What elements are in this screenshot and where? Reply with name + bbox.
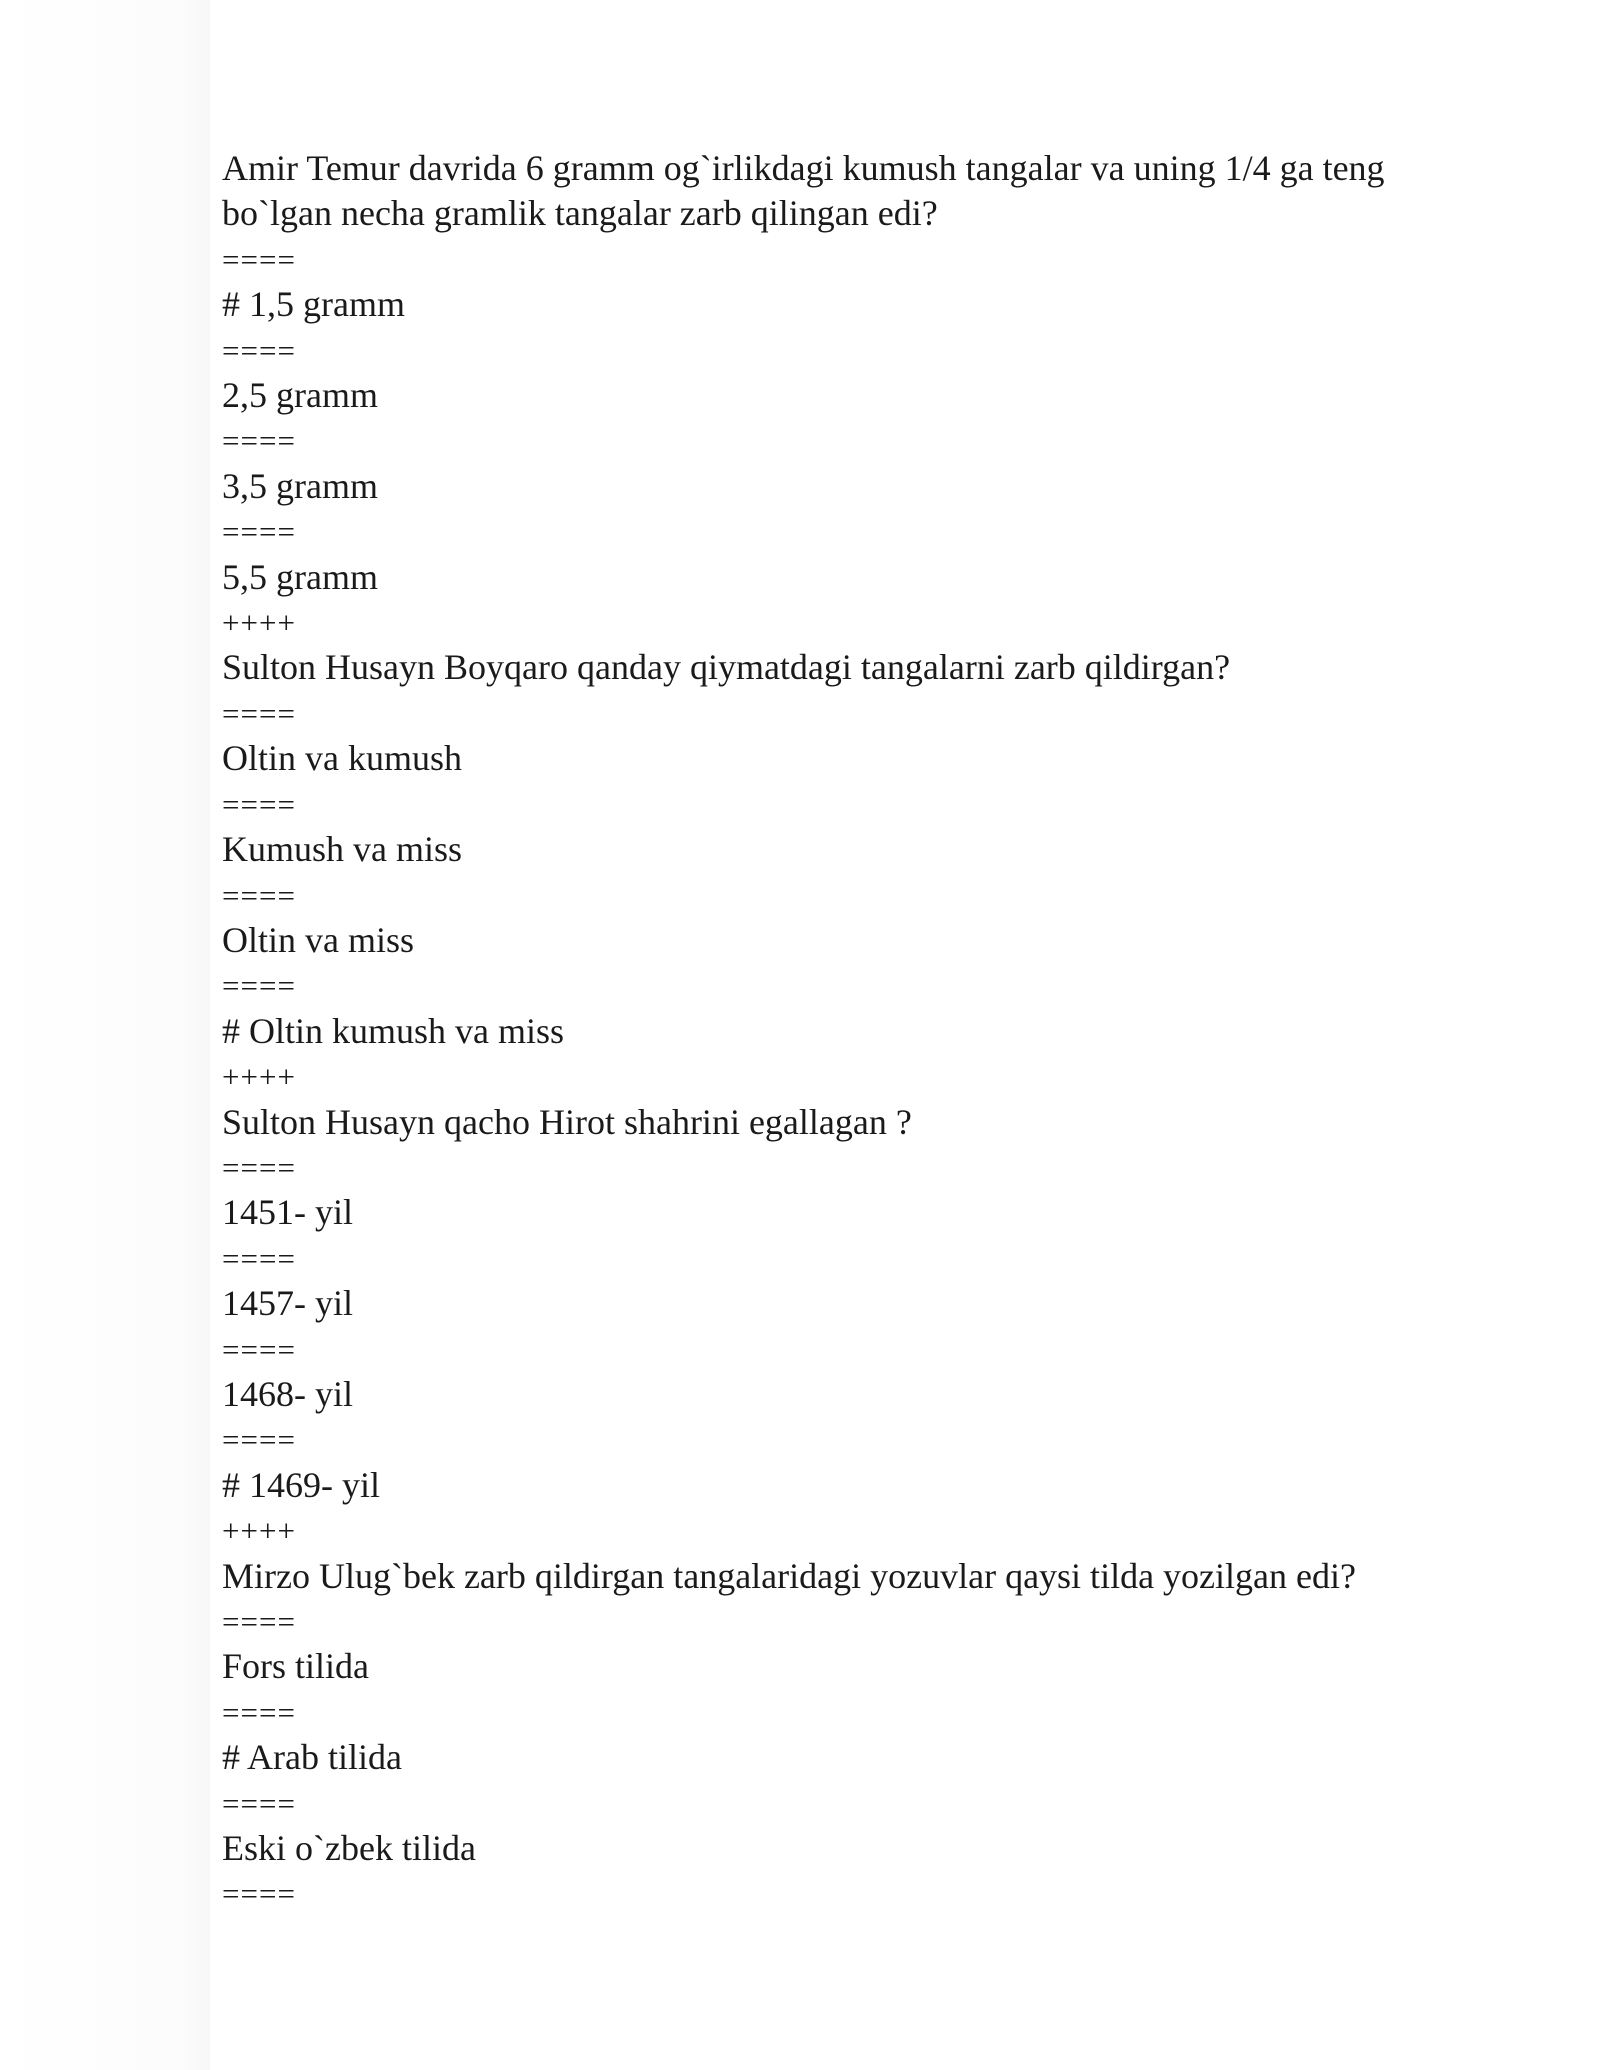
- answer-option: # Arab tilida: [222, 1737, 402, 1778]
- page-margin-shade: [0, 0, 210, 2070]
- question-block: [222, 645, 1422, 1054]
- question-separator: ++++: [222, 605, 296, 641]
- answer-option: Eski o`zbek tilida: [222, 1828, 476, 1869]
- answer-option: 1451- yil: [222, 1192, 353, 1233]
- option-separator: ====: [222, 786, 296, 822]
- option-separator: ====: [222, 968, 296, 1004]
- answer-option: 1468- yil: [222, 1373, 353, 1414]
- question-block: [222, 146, 1422, 600]
- option-separator: ====: [222, 1422, 296, 1458]
- question-separator: ++++: [222, 1059, 296, 1095]
- answer-option: 2,5 gramm: [222, 375, 378, 416]
- option-separator: ====: [222, 241, 296, 277]
- option-separator: ====: [222, 877, 296, 913]
- question-block: [222, 1100, 1422, 1509]
- option-separator: ====: [222, 695, 296, 731]
- answer-option: 5,5 gramm: [222, 556, 378, 597]
- option-separator: ====: [222, 1331, 296, 1367]
- question-separator: ++++: [222, 1513, 296, 1549]
- option-separator: ====: [222, 1694, 296, 1730]
- answer-option: Kumush va miss: [222, 829, 463, 870]
- answer-option: # 1,5 gramm: [222, 284, 405, 325]
- answer-option: 3,5 gramm: [222, 465, 378, 506]
- answer-option: 1457- yil: [222, 1283, 353, 1324]
- option-separator: ====: [222, 332, 296, 368]
- question-text: Sulton Husayn qacho Hirot shahrini egallagan ?: [222, 1101, 912, 1142]
- question-text: Amir Temur davrida 6 gramm og`irlikdagi kumush tangalar va uning 1/4 ga teng bo`lgan necha gramlik tangalar zarb qilingan edi?: [222, 148, 1394, 234]
- option-separator: ====: [222, 514, 296, 550]
- answer-option: # Oltin kumush va miss: [222, 1010, 565, 1051]
- question-text: Mirzo Ulug`bek zarb qildirgan tangalaridagi yozuvlar qaysi tilda yozilgan edi?: [222, 1555, 1356, 1596]
- document-body: [222, 146, 1422, 1917]
- answer-option: # 1469- yil: [222, 1464, 380, 1505]
- question-block: [222, 1554, 1422, 1917]
- option-separator: ====: [222, 1604, 296, 1639]
- option-separator: ====: [222, 423, 296, 459]
- option-separator: ====: [222, 1149, 296, 1185]
- answer-option: Fors tilida: [222, 1646, 370, 1687]
- option-separator: ====: [222, 1240, 296, 1276]
- answer-option: Oltin va kumush: [222, 738, 462, 779]
- option-separator: ====: [222, 1876, 296, 1912]
- answer-option: Oltin va miss: [222, 919, 415, 960]
- option-separator: ====: [222, 1785, 296, 1821]
- question-text: Sulton Husayn Boyqaro qanday qiymatdagi tangalarni zarb qildirgan?: [222, 647, 1231, 688]
